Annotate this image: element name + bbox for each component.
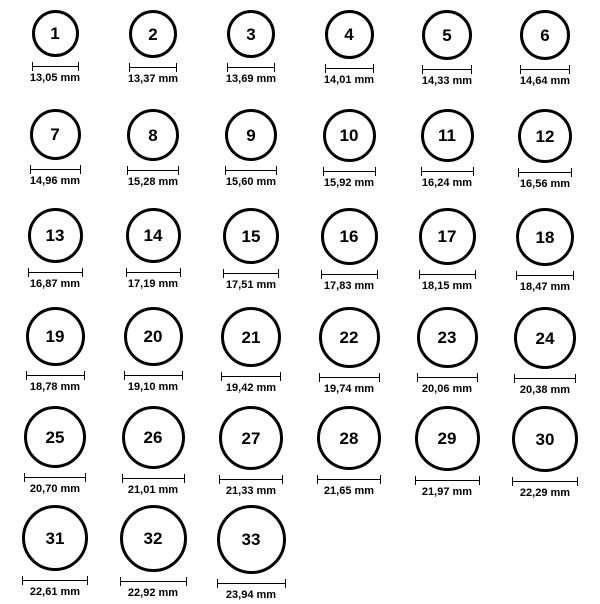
ring-size-number: 25 (45, 427, 65, 447)
ring-size-number: 32 (143, 529, 163, 548)
ring-size-measurement: 15,28 mm (127, 176, 179, 188)
ring-size-number: 4 (344, 25, 354, 44)
ring-size-number: 13 (45, 226, 65, 245)
ring-circle (129, 10, 177, 58)
ring-circle (219, 406, 283, 470)
ring-size-number: 5 (442, 25, 452, 45)
diameter-measure-bar (30, 165, 81, 174)
diameter-measure-bar (325, 64, 374, 73)
ring-circle (421, 109, 474, 162)
ring-circle (24, 406, 86, 468)
diameter-measure-bar (516, 271, 574, 280)
diameter-measure-bar (124, 371, 183, 380)
ring-size-measurement: 21,97 mm (421, 486, 473, 498)
ring-circle (32, 10, 79, 57)
ring-size-measurement: 16,56 mm (519, 178, 571, 190)
ring-size-item (104, 307, 202, 406)
ring-circle (127, 109, 179, 161)
ring-size-number: 26 (143, 428, 163, 447)
ring-size-item (202, 505, 300, 604)
ring-circle (422, 10, 472, 60)
ring-circle (520, 10, 570, 60)
diameter-measure-bar (518, 168, 572, 177)
ring-size-measurement: 21,65 mm (323, 485, 375, 497)
diameter-measure-bar (419, 270, 476, 279)
ring-size-measurement: 20,06 mm (421, 383, 473, 395)
ring-size-item (6, 505, 104, 604)
ring-size-item (300, 307, 398, 406)
ring-circle (514, 307, 576, 369)
ring-size-item (496, 307, 594, 406)
ring-circle (26, 307, 85, 366)
diameter-measure-bar (127, 166, 179, 175)
ring-size-item (6, 406, 104, 505)
ring-size-item (398, 208, 496, 307)
ring-circle (518, 109, 572, 163)
ring-circle (22, 505, 88, 571)
diameter-measure-bar (225, 166, 277, 175)
ring-circle (319, 307, 380, 368)
ring-size-item (104, 406, 202, 505)
ring-size-measurement: 14,01 mm (323, 74, 375, 86)
ring-circle (126, 208, 181, 263)
ring-size-number: 30 (535, 429, 555, 449)
ring-size-measurement: 16,24 mm (421, 177, 473, 189)
ring-size-number: 3 (246, 24, 256, 44)
ring-size-measurement: 21,33 mm (225, 485, 277, 497)
ring-size-measurement: 21,01 mm (127, 484, 179, 496)
diameter-measure-bar (227, 63, 275, 72)
ring-size-number: 23 (437, 328, 457, 347)
ring-size-number: 28 (339, 428, 359, 448)
ring-circle (227, 10, 275, 58)
ring-size-number: 15 (241, 226, 261, 246)
ring-size-item (398, 10, 496, 109)
ring-size-item (104, 10, 202, 109)
ring-circle (415, 406, 480, 471)
ring-size-number: 22 (339, 328, 359, 347)
ring-size-measurement: 19,42 mm (225, 382, 277, 394)
ring-circle (217, 505, 286, 574)
ring-circle (323, 109, 376, 162)
ring-size-measurement: 18,47 mm (519, 281, 571, 293)
ring-size-measurement: 20,38 mm (519, 384, 571, 396)
ring-size-item (202, 208, 300, 307)
diameter-measure-bar (120, 577, 187, 586)
ring-circle (221, 307, 281, 367)
diameter-measure-bar (217, 579, 286, 588)
ring-size-measurement: 22,61 mm (29, 586, 81, 598)
ring-size-item (202, 406, 300, 505)
ring-size-number: 8 (148, 125, 158, 145)
ring-size-item (6, 109, 104, 208)
ring-size-item (300, 406, 398, 505)
diameter-measure-bar (421, 167, 474, 176)
ring-size-item (104, 109, 202, 208)
ring-circle (317, 406, 381, 470)
ring-size-measurement: 13,05 mm (29, 72, 81, 84)
ring-size-number: 19 (45, 327, 65, 346)
ring-size-number: 9 (246, 125, 256, 145)
ring-circle (512, 406, 578, 472)
ring-size-number: 33 (241, 530, 261, 549)
ring-size-number: 6 (540, 25, 550, 45)
ring-size-measurement: 13,69 mm (225, 73, 277, 85)
diameter-measure-bar (512, 477, 578, 486)
ring-size-measurement: 15,60 mm (225, 176, 277, 188)
ring-circle (321, 208, 378, 265)
ring-size-item (6, 307, 104, 406)
ring-size-number: 12 (535, 126, 555, 146)
ring-size-grid (6, 10, 594, 604)
ring-size-item (496, 109, 594, 208)
diameter-measure-bar (317, 475, 381, 484)
ring-circle (124, 307, 183, 366)
ring-size-number: 2 (148, 24, 158, 44)
diameter-measure-bar (126, 268, 181, 277)
ring-size-number: 11 (438, 126, 456, 145)
ring-size-number: 24 (535, 328, 555, 348)
diameter-measure-bar (24, 473, 86, 482)
ring-size-item (398, 109, 496, 208)
diameter-measure-bar (417, 373, 478, 382)
ring-circle (223, 208, 279, 264)
ring-size-item (496, 208, 594, 307)
ring-size-number: 10 (339, 126, 359, 145)
ring-size-measurement: 19,74 mm (323, 383, 375, 395)
ring-circle (417, 307, 478, 368)
ring-size-measurement: 16,87 mm (29, 278, 81, 290)
ring-size-item (300, 10, 398, 109)
diameter-measure-bar (223, 269, 279, 278)
diameter-measure-bar (28, 268, 83, 277)
diameter-measure-bar (422, 65, 472, 74)
ring-size-item (398, 307, 496, 406)
diameter-measure-bar (520, 65, 570, 74)
ring-size-measurement: 17,83 mm (323, 280, 375, 292)
ring-size-item (398, 406, 496, 505)
ring-size-measurement: 18,15 mm (421, 280, 473, 292)
ring-size-measurement: 19,10 mm (127, 381, 179, 393)
ring-size-item (202, 307, 300, 406)
ring-size-measurement: 20,70 mm (29, 483, 81, 495)
diameter-measure-bar (129, 63, 177, 72)
ring-circle (120, 505, 187, 572)
ring-size-measurement: 23,94 mm (225, 589, 277, 601)
ring-size-item (104, 208, 202, 307)
diameter-measure-bar (514, 374, 576, 383)
ring-circle (122, 406, 185, 469)
diameter-measure-bar (323, 167, 376, 176)
ring-size-measurement: 22,92 mm (127, 587, 179, 599)
ring-size-item (496, 406, 594, 505)
ring-size-item (104, 505, 202, 604)
ring-size-number: 1 (50, 24, 60, 43)
ring-size-measurement: 14,33 mm (421, 75, 473, 87)
ring-size-number: 29 (437, 429, 457, 448)
diameter-measure-bar (415, 476, 480, 485)
ring-size-number: 20 (143, 327, 163, 346)
ring-size-item (6, 10, 104, 109)
diameter-measure-bar (219, 475, 283, 484)
ring-size-item (202, 109, 300, 208)
ring-size-number: 31 (45, 528, 65, 548)
ring-size-number: 18 (535, 227, 555, 247)
diameter-measure-bar (221, 372, 281, 381)
ring-size-item (202, 10, 300, 109)
ring-circle (419, 208, 476, 265)
ring-size-measurement: 18,78 mm (29, 381, 81, 393)
ring-size-number: 7 (50, 125, 60, 144)
ring-size-number: 14 (143, 226, 163, 245)
ring-size-measurement: 14,96 mm (29, 175, 81, 187)
ring-circle (28, 208, 83, 263)
ring-size-number: 17 (437, 227, 457, 246)
ring-size-measurement: 15,92 mm (323, 177, 375, 189)
ring-size-item (496, 10, 594, 109)
diameter-measure-bar (32, 62, 79, 71)
ring-size-item (300, 109, 398, 208)
ring-size-measurement: 22,29 mm (519, 487, 571, 499)
diameter-measure-bar (22, 576, 88, 585)
ring-size-measurement: 17,19 mm (127, 278, 179, 290)
ring-size-number: 16 (339, 227, 359, 246)
ring-size-measurement: 14,64 mm (519, 75, 571, 87)
ring-size-number: 21 (241, 327, 261, 347)
ring-circle (225, 109, 277, 161)
ring-size-measurement: 17,51 mm (225, 279, 277, 291)
ring-circle (30, 109, 81, 160)
ring-size-item (300, 208, 398, 307)
diameter-measure-bar (321, 270, 378, 279)
diameter-measure-bar (122, 474, 185, 483)
diameter-measure-bar (26, 371, 85, 380)
diameter-measure-bar (319, 373, 380, 382)
ring-circle (516, 208, 574, 266)
ring-size-item (6, 208, 104, 307)
ring-circle (325, 10, 374, 59)
ring-size-measurement: 13,37 mm (127, 73, 179, 85)
ring-size-number: 27 (241, 428, 261, 448)
